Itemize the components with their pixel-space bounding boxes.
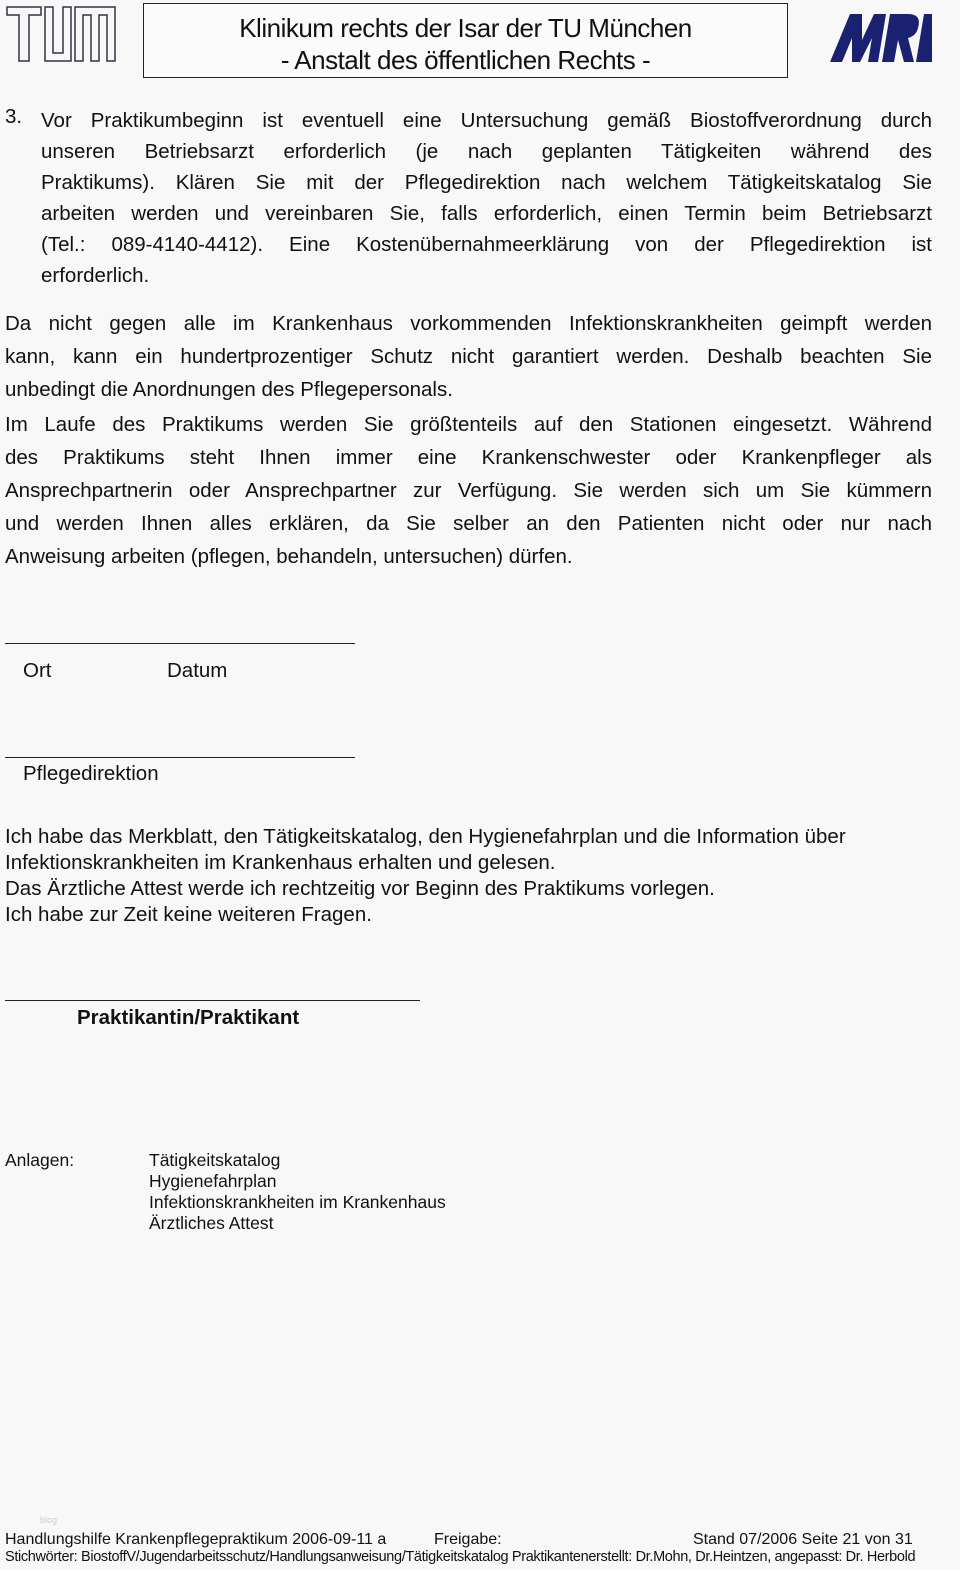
header-title-line1: Klinikum rechts der Isar der TU München xyxy=(239,13,692,43)
text-line: (Tel.: 089-4140-4412). Eine Kostenübernahmeerklärung von der Pflegedirektion ist xyxy=(41,233,932,256)
signature-line-praktikant xyxy=(5,1000,420,1001)
mri-logo xyxy=(828,10,932,65)
text-line: Vor Praktikumbeginn ist eventuell eine Untersuchung gemäß Biostoffverordnung durch xyxy=(41,109,932,132)
footer-doc: Handlungshilfe Krankenpflegepraktikum 2006-09-11 a xyxy=(5,1531,387,1548)
text-line: Infektionskrankheiten im Krankenhaus erhalten und gelesen. xyxy=(5,851,556,874)
label-datum: Datum xyxy=(167,659,228,682)
text-line: Das Ärztliche Attest werde ich rechtzeitig vor Beginn des Praktikums vorlegen. xyxy=(5,877,715,900)
text-line: und werden Ihnen alles erklären, da Sie selber an den Patienten nicht oder nur nach xyxy=(5,512,932,535)
label-praktikant: Praktikantin/Praktikant xyxy=(77,1006,300,1029)
footer-faint-text: blog xyxy=(40,1515,58,1525)
text-line: des Praktikums steht Ihnen immer eine Krankenschwester oder Krankenpfleger als xyxy=(5,446,932,469)
text-line: erforderlich. xyxy=(41,264,150,287)
item-number: 3. xyxy=(5,105,23,128)
signature-line-pflegedirektion xyxy=(5,757,355,758)
footer-keywords: Stichwörter: BiostoffV/Jugendarbeitsschutz/Handlungsanweisung/Tätigkeitskatalog Praktikantenerstellt: Dr.Mohn, Dr.Heintzen, angepasst: Dr. Herbold xyxy=(5,1549,916,1565)
header-title-box xyxy=(143,3,788,78)
confirmation-text xyxy=(5,824,846,928)
text-line: Ansprechpartnerin oder Ansprechpartner zur Verfügung. Sie werden sich um Sie kümmern xyxy=(5,479,932,502)
label-pflegedirektion: Pflegedirektion xyxy=(23,762,159,785)
paragraph-infection xyxy=(5,307,932,406)
tum-logo xyxy=(5,5,117,63)
text-line: unseren Betriebsarzt erforderlich (je nach geplanten Tätigkeiten während des xyxy=(41,140,932,163)
text-line: Ich habe das Merkblatt, den Tätigkeitskatalog, den Hygienefahrplan und die Information über xyxy=(5,825,846,848)
footer-freigabe: Freigabe: xyxy=(434,1531,502,1548)
text-line: Anweisung arbeiten (pflegen, behandeln, untersuchen) dürfen. xyxy=(5,545,573,568)
text-line: Im Laufe des Praktikums werden Sie größtenteils auf den Stationen eingesetzt. Während xyxy=(5,413,932,436)
attachment-item: Tätigkeitskatalog xyxy=(149,1150,281,1170)
text-line: arbeiten werden und vereinbaren Sie, falls erforderlich, einen Termin beim Betriebsarzt xyxy=(41,202,932,225)
text-line: kann, kann ein hundertprozentiger Schutz nicht garantiert werden. Deshalb beachten Sie xyxy=(5,345,932,368)
header-title-line2: - Anstalt des öffentlichen Rechts - xyxy=(280,45,651,75)
attachments-list xyxy=(149,1150,446,1234)
text-line: Ich habe zur Zeit keine weiteren Fragen. xyxy=(5,903,372,926)
attachments-label: Anlagen: xyxy=(5,1150,75,1170)
attachment-item: Ärztliches Attest xyxy=(149,1213,274,1233)
text-line: unbedingt die Anordnungen des Pflegepersonals. xyxy=(5,378,453,401)
paragraph-stations xyxy=(5,408,932,573)
text-line: Da nicht gegen alle im Krankenhaus vorkommenden Infektionskrankheiten geimpft werden xyxy=(5,312,932,335)
text-line: Praktikums). Klären Sie mit der Pflegedirektion nach welchem Tätigkeitskatalog Sie xyxy=(41,171,932,194)
item-3-text xyxy=(41,105,932,291)
signature-line-ort-datum xyxy=(5,643,355,644)
attachment-item: Hygienefahrplan xyxy=(149,1171,277,1191)
attachment-item: Infektionskrankheiten im Krankenhaus xyxy=(149,1192,446,1212)
label-ort: Ort xyxy=(23,659,52,682)
footer-stand: Stand 07/2006 Seite 21 von 31 xyxy=(693,1531,913,1548)
